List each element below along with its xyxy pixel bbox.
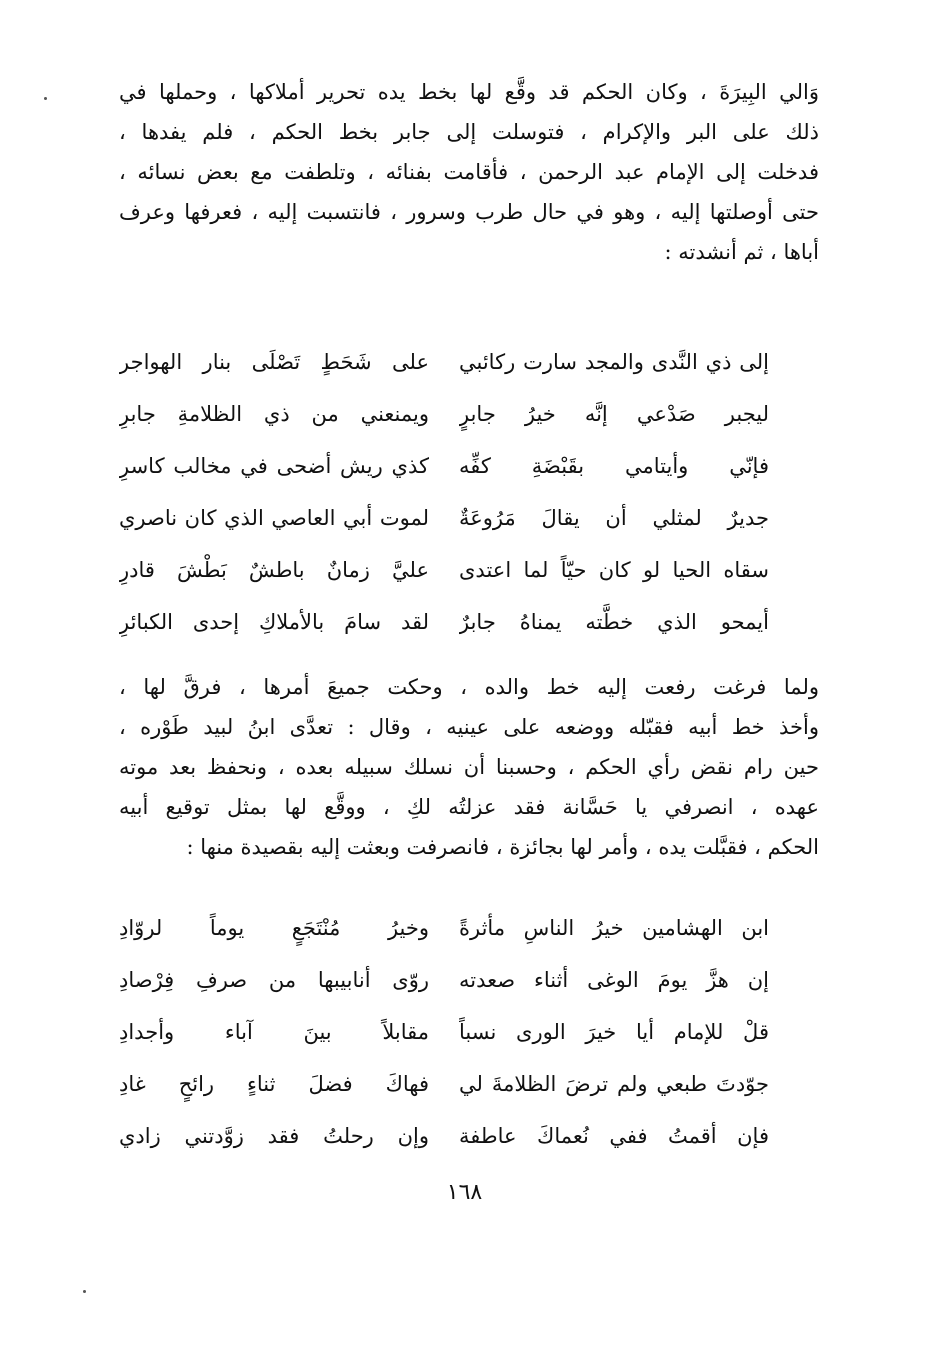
verse — [119, 954, 769, 1006]
verse — [119, 902, 769, 954]
verse — [119, 440, 769, 492]
verse-second-hemistich: لموت أبي العاصي الذي كان ناصري — [119, 506, 429, 530]
prose-line: وَالي البِيرَةَ ، وكان الحكم قد وقَّع لها بخط يده تحرير أملاكها ، وحملها في — [119, 80, 819, 104]
scan-speck — [83, 1290, 86, 1293]
verse-first-hemistich: أيمحو الذي خطَّته يمناهُ جابرٌ — [459, 610, 769, 634]
verse-second-hemistich: فهاكَ فضلَ ثناءٍ رائحٍ غادِ — [119, 1072, 429, 1096]
prose-paragraph-2 — [119, 667, 819, 867]
prose-line: حتى أوصلتها إليه ، وهو في حال طرب وسرور ، فانتسبت إليه ، فعرفها وعرف — [119, 200, 819, 224]
verse-second-hemistich: كذي ريش أضحى في مخالب كاسرِ — [119, 454, 429, 478]
verse-second-hemistich: على شَحَطٍ تَصْلَى بنار الهواجر — [119, 350, 429, 374]
prose-line: الحكم ، فقبَّلت يده ، وأمر لها بجائزة ، فانصرفت وبعثت إليه بقصيدة منها : — [186, 835, 819, 859]
verse-first-hemistich: ابن الهشامين خيرُ الناسِ مأثرةً — [459, 916, 769, 940]
prose-line: أباها ، ثم أنشدته : — [664, 240, 819, 264]
prose-line: وأخذ خط أبيه فقبّله ووضعه على عينيه ، وقال : تعدَّى ابنُ لبيد طَوْره ، — [119, 715, 819, 739]
verse — [119, 388, 769, 440]
verse-second-hemistich: مقابلاً بينَ آباء وأجدادِ — [119, 1020, 429, 1044]
prose-line: ذلك على البر والإكرام ، فتوسلت إلى جابر بخط الحكم ، فلم يفدها ، — [119, 120, 819, 144]
verse-first-hemistich: فإنّي وأيتامي بقَبْضَةِ كفِّه — [459, 454, 769, 478]
page-number: ١٦٨ — [446, 1180, 483, 1205]
verse — [119, 596, 769, 648]
verse-second-hemistich: عليَّ زمانٌ باطشٌ بَطْشَ قادرِ — [119, 558, 429, 582]
verse — [119, 492, 769, 544]
poem-2 — [119, 902, 769, 1162]
verse — [119, 1006, 769, 1058]
verse — [119, 1058, 769, 1110]
verse-first-hemistich: إن هزَّ يومَ الوغى أثناء صعدته — [459, 968, 769, 992]
verse-second-hemistich: روّى أنابيبها من صرفِ فِرْصادِ — [119, 968, 429, 992]
prose-line: ولما فرغت رفعت إليه خط والده ، وحكت جميعَ أمرها ، فرقَّ لها ، — [119, 675, 819, 699]
prose-line: حين رام نقض رأي الحكم ، وحسبنا أن نسلك سبيله بعده ، ونحفظ بعد موته — [119, 755, 819, 779]
verse-second-hemistich: ويمنعني من ذي الظلامةِ جابرِ — [119, 402, 429, 426]
scan-speck — [44, 97, 47, 100]
verse-first-hemistich: إلى ذي النَّدى والمجد سارت ركائبي — [459, 350, 769, 374]
verse — [119, 336, 769, 388]
verse-second-hemistich: لقد سامَ بالأملاكِ إحدى الكبائرِ — [119, 610, 429, 634]
verse — [119, 544, 769, 596]
verse-first-hemistich: ليجبر صَدْعي إنَّه خيرُ جابرٍ — [459, 402, 769, 426]
verse-first-hemistich: سقاه الحيا لو كان حيّاً لما اعتدى — [459, 558, 769, 582]
verse-second-hemistich: وخيرُ مُنْتَجَعٍ يوماً لروّادِ — [119, 916, 429, 940]
verse-second-hemistich: وإن رحلتُ فقد زوَّدتني زادي — [119, 1124, 429, 1148]
verse-first-hemistich: جوّدتَ طبعي ولم ترضَ الظلامةَ لي — [459, 1072, 769, 1096]
prose-line: عهده ، انصرفي يا حَسَّانة فقد عزلتُه لكِ ، ووقَّع لها بمثل توقيع أبيه — [119, 795, 819, 819]
poem-1 — [119, 336, 769, 648]
prose-line: فدخلت إلى الإمام عبد الرحمن ، فأقامت بفنائه ، وتلطفت مع بعض نسائه ، — [119, 160, 819, 184]
verse-first-hemistich: جديرٌ لمثلي أن يقالَ مَرُوعَةٌ — [459, 506, 769, 530]
verse — [119, 1110, 769, 1162]
prose-paragraph-1 — [119, 72, 819, 272]
verse-first-hemistich: فإن أقمتُ ففي نُعماكَ عاطفة — [459, 1124, 769, 1148]
verse-first-hemistich: قلْ للإمام أيا خيرَ الورى نسباً — [459, 1020, 769, 1044]
